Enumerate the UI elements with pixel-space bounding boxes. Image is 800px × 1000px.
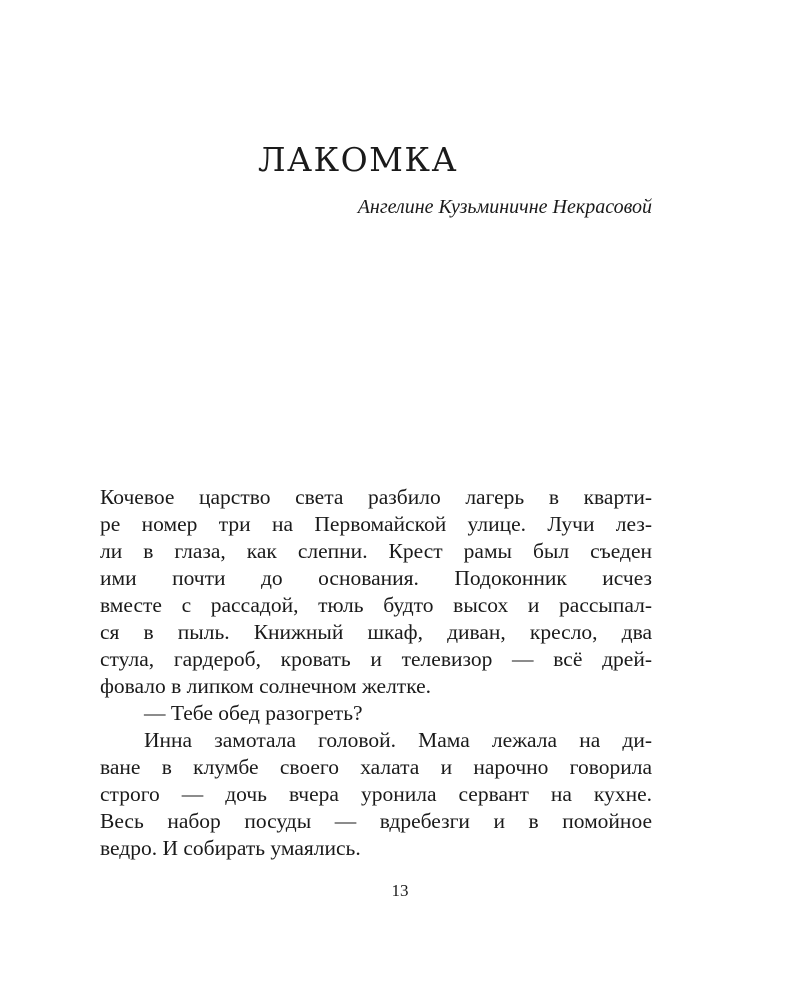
text-line: Весь набор посуды — вдребезги и в помойное [100, 809, 652, 833]
chapter-dedication: Ангелине Кузьминичне Некрасовой [357, 196, 652, 218]
text-line: строго — дочь вчера уронила сервант на кухне. [100, 782, 652, 806]
text-line: вместе с рассадой, тюль будто высох и рассыпал- [100, 593, 652, 617]
text-line: ся в пыль. Книжный шкаф, диван, кресло, два [100, 620, 652, 644]
text-line: ведро. И собирать умаялись. [100, 836, 361, 860]
text-line: ли в глаза, как слепни. Крест рамы был съеден [100, 539, 652, 563]
body-text [100, 484, 652, 862]
text-line: ими почти до основания. Подоконник исчез [100, 566, 652, 590]
text-line: ре номер три на Первомайской улице. Лучи лез- [100, 512, 652, 536]
chapter-title: ЛАКОМКА [258, 140, 458, 179]
text-line: ване в клумбе своего халата и нарочно говорила [100, 755, 652, 779]
page-number: 13 [391, 881, 409, 900]
paragraph-start-line: Инна замотала головой. Мама лежала на ди- [144, 728, 652, 752]
text-line: Кочевое царство света разбило лагерь в кварти- [100, 485, 652, 509]
text-line: фовало в липком солнечном желтке. [100, 674, 432, 698]
dialogue-line: — Тебе обед разогреть? [144, 701, 363, 725]
text-line: стула, гардероб, кровать и телевизор — всё дрей- [100, 647, 652, 671]
